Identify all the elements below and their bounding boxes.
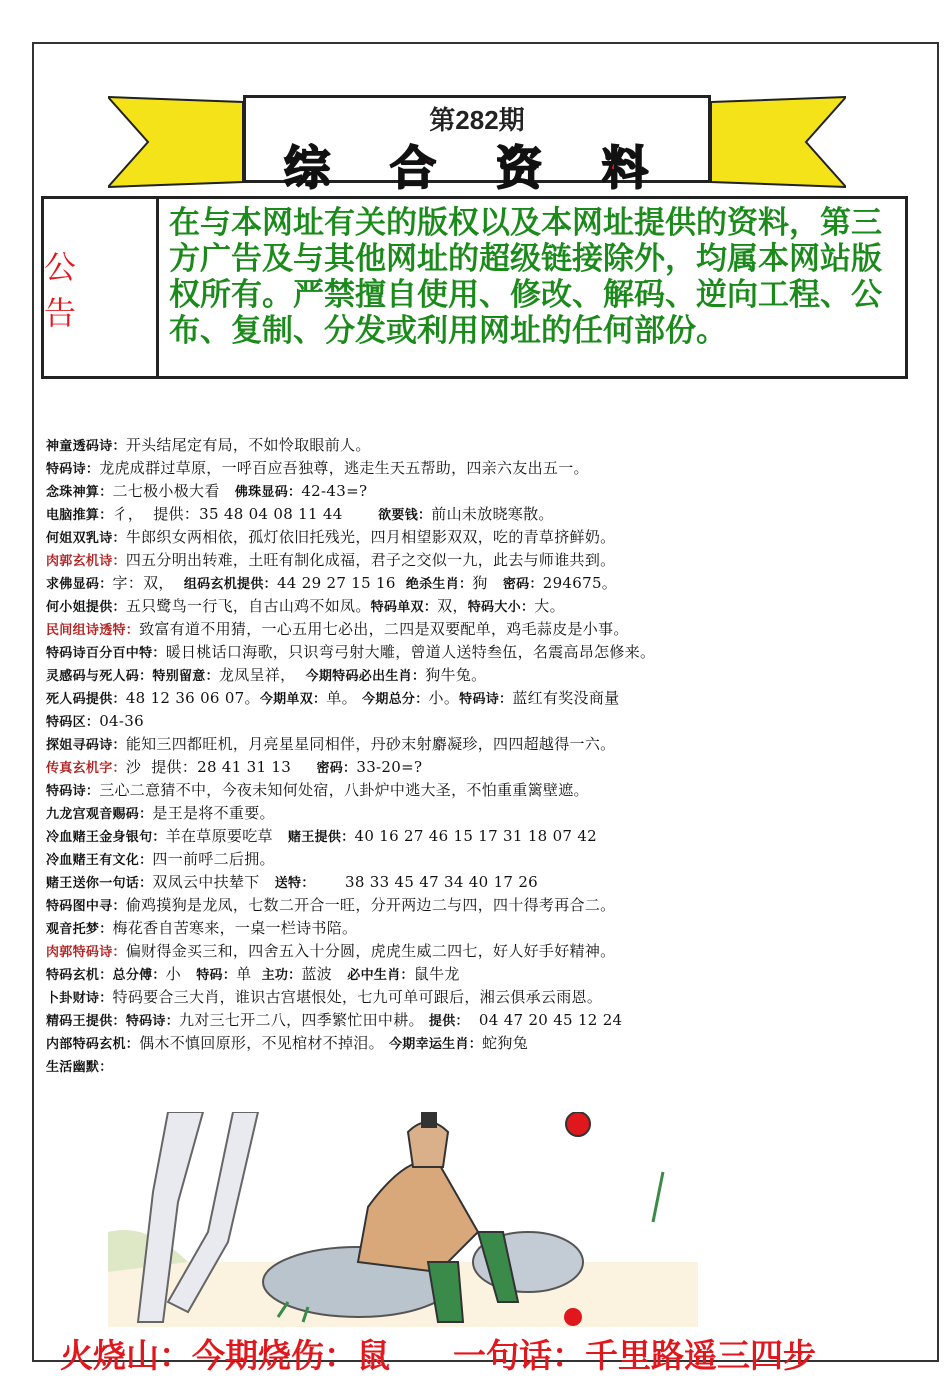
info-line: [46, 457, 926, 480]
info-line: [46, 733, 926, 756]
info-value: 蓝波: [301, 965, 348, 983]
info-line: [46, 434, 926, 457]
info-line: [46, 894, 926, 917]
info-value: 五只鹭鸟一行飞，自古山鸡不如凤。: [125, 597, 371, 615]
info-line: [46, 480, 926, 503]
info-value: 小。: [428, 689, 460, 707]
info-key: 冷血赌王有文化：: [46, 853, 153, 868]
info-key: 灵感码与死人码：: [46, 669, 153, 684]
info-key: 特别留意：: [152, 669, 219, 684]
info-value: 三心二意猜不中，今夜未知何处宿，八卦炉中逃大圣，不怕重重篱壁遮。: [99, 781, 589, 799]
info-key: 今期单双：: [259, 692, 327, 707]
info-line: [46, 1009, 926, 1032]
info-line: [46, 779, 926, 802]
info-value: 偷鸡摸狗是龙凤，七数二开合一旺，分开两边二与四，四十得考再合二。: [125, 896, 616, 914]
info-line: [46, 618, 926, 641]
info-value: 大。: [534, 597, 565, 615]
info-value: 鼠牛龙: [413, 965, 460, 983]
info-value: 偏财得金买三和，四舍五入十分圆，虎虎生威二四七，好人好手好精神。: [125, 942, 616, 960]
info-key: 特码图中寻：: [46, 899, 126, 914]
info-key: 观音托梦：: [46, 922, 113, 937]
info-line: [46, 802, 926, 825]
info-value: 42-43=?: [301, 482, 368, 500]
info-key: 内部特码玄机：: [46, 1037, 140, 1052]
ribbon-right-icon: [706, 92, 846, 192]
info-value: 04-36: [99, 712, 144, 730]
info-value: 蓝红有奖没商量: [512, 689, 620, 707]
ribbon-left-icon: [108, 92, 248, 192]
info-key: 肉郭特码诗：: [46, 945, 126, 960]
info-line: [46, 595, 926, 618]
info-value: 沙 提供：28 41 31 13: [125, 758, 317, 776]
info-key: 赌王提供：: [288, 830, 355, 845]
info-value: 48 12 36 06 07。: [125, 689, 260, 707]
info-value: 彳， 提供：35 48 04 08 11 44: [112, 505, 379, 523]
info-lines: [46, 434, 926, 1078]
info-key: 何姐双乳诗：: [46, 531, 126, 546]
info-key: 特码诗：: [125, 1014, 180, 1029]
info-key: 今期总分：: [362, 692, 429, 707]
info-value: 致富有道不用猜，一心五用七必出，二四是双要配单，鸡毛蒜皮是小事。: [139, 620, 629, 638]
info-key: 必中生肖：: [347, 968, 414, 983]
info-line: [46, 664, 926, 687]
info-key: 赌王送你一句话：: [46, 876, 153, 891]
info-line: [46, 940, 926, 963]
info-line: [46, 917, 926, 940]
info-key: 精码王提供：: [46, 1014, 126, 1029]
info-key: 绝杀生肖：: [405, 577, 473, 592]
info-line: [46, 1032, 926, 1055]
info-value: 蛇狗兔: [482, 1034, 528, 1052]
info-line: [46, 963, 926, 986]
info-key: 欲要钱：: [378, 508, 432, 523]
info-key: 民间组诗透特：: [46, 623, 140, 638]
info-value: 字：双，: [112, 574, 184, 592]
info-value: 双，: [437, 597, 468, 615]
info-value: 04 47 20 45 12 24: [468, 1011, 623, 1029]
info-line: [46, 825, 926, 848]
info-line: [46, 986, 926, 1009]
info-value: 特码要合三大肖，谁识古宫堪恨处，七九可单可跟后，湘云俱承云雨恩。: [112, 988, 603, 1006]
info-value: 33-20=?: [356, 758, 423, 776]
info-line: [46, 871, 926, 894]
info-value: 前山未放晓寒散。: [431, 505, 554, 523]
info-line: [46, 526, 926, 549]
info-key: 冷血赌王金身银句：: [46, 830, 166, 845]
info-value: 龙凤呈祥，: [218, 666, 306, 684]
info-key: 九龙宫观音赐码：: [46, 807, 153, 822]
fire-mountain-text: 火烧山：今期烧伤：鼠: [60, 1336, 390, 1375]
info-key: 密码：: [502, 577, 543, 592]
info-key: 特码诗：: [46, 462, 100, 477]
info-line: [46, 1055, 926, 1078]
info-line: [46, 503, 926, 526]
info-line: [46, 641, 926, 664]
info-key: 特码区：: [46, 715, 100, 730]
notice-text: 在与本网址有关的版权以及本网址提供的资料，第三方广告及与其他网址的超级链接除外，均属本网站版权所有。严禁擅自使用、修改、解码、逆向工程、公布、复制、分发或利用网址的任何部份。: [169, 205, 882, 349]
info-key: 死人码提供：: [46, 692, 126, 707]
info-key: 提供：: [428, 1014, 469, 1029]
info-key: 特码：: [196, 968, 237, 983]
info-key: 总分傅：: [112, 968, 166, 983]
info-value: 狗牛兔。: [425, 666, 487, 684]
info-line: [46, 687, 926, 710]
issue-number: 第282期: [429, 105, 525, 135]
info-key: 特码单双：: [370, 600, 438, 615]
info-key: 今期幸运生肖：: [388, 1037, 483, 1052]
info-key: 佛珠显码：: [234, 485, 302, 500]
info-value: 单: [236, 965, 262, 983]
info-key: 送特：: [274, 876, 315, 891]
info-line: [46, 710, 926, 733]
info-line: [46, 756, 926, 779]
notice-box: [41, 196, 908, 379]
info-value: 38 33 45 47 34 40 17 26: [314, 873, 539, 891]
info-value: 四一前呼二后拥。: [152, 850, 275, 868]
info-value: 是王是将不重要。: [152, 804, 275, 822]
info-value: 偶木不慎回原形，不见棺材不掉泪。: [139, 1034, 389, 1052]
info-value: 单。: [326, 689, 363, 707]
info-value: 四五分明出转难，土旺有制化成福，君子之交似一九，此去与师谁共到。: [125, 551, 616, 569]
info-value: 暖日桃话口海歌，只识弯弓射大雕，曾道人送特叁伍，名震高昂怎修来。: [165, 643, 656, 661]
info-value: 双凤云中扶辇下: [152, 873, 275, 891]
info-key: 密码：: [316, 761, 357, 776]
info-key: 特码诗百分百中特：: [46, 646, 166, 661]
info-value: 龙虎成群过草原，一呼百应吾独尊，逃走生天五帮助，四亲六友出五一。: [99, 459, 589, 477]
scholar-illustration-icon: [108, 1112, 698, 1327]
one-sentence-text: 一句话：千里路遥三四步: [453, 1336, 816, 1375]
info-key: 念珠神算：: [46, 485, 113, 500]
info-value: 狗: [472, 574, 503, 592]
info-key: 生活幽默：: [46, 1060, 113, 1075]
info-value: 九对三七开二八，四季繁忙田中耕。: [179, 1011, 429, 1029]
info-value: 294675。: [542, 574, 618, 592]
info-key: 神童透码诗：: [46, 439, 126, 454]
info-line: [46, 848, 926, 871]
info-key: 传真玄机字：: [46, 761, 126, 776]
info-value: 44 29 27 15 16: [276, 574, 406, 592]
info-value: 开头结尾定有局，不如怜取眼前人。: [125, 436, 371, 454]
info-value: 能知三四都旺机，月亮星星同相伴，丹砂末射麝凝珍，四四超越得一六。: [125, 735, 616, 753]
info-key: 卜卦财诗：: [46, 991, 113, 1006]
info-key: 组码玄机提供：: [183, 577, 277, 592]
info-value: 牛郎织女两相依，孤灯依旧托残光，四月相望影双双，吃的青草挤鲜奶。: [125, 528, 616, 546]
info-value: 羊在草原要吃草: [165, 827, 289, 845]
info-value: 梅花香自苦寒来，一桌一栏诗书陪。: [112, 919, 358, 937]
info-line: [46, 572, 926, 595]
info-key: 求佛显码：: [46, 577, 113, 592]
title-box: [243, 95, 711, 195]
info-key: 特码大小：: [467, 600, 535, 615]
info-key: 电脑推算：: [46, 508, 113, 523]
info-value: 二七极小极大看: [112, 482, 235, 500]
info-value: 40 16 27 46 15 17 31 18 07 42: [354, 827, 598, 845]
info-key: 何小姐提供：: [46, 600, 126, 615]
info-key: 特码诗：: [459, 692, 513, 707]
page-title: 综 合 资 料: [283, 141, 671, 195]
bottom-banner: [60, 1330, 920, 1377]
info-value: 小: [165, 965, 197, 983]
info-key: 特码诗：: [46, 784, 100, 799]
info-key: 今期特码必出生肖：: [305, 669, 426, 684]
info-key: 特码玄机：: [46, 968, 113, 983]
info-line: [46, 549, 926, 572]
info-key: 探姐寻码诗：: [46, 738, 126, 753]
info-key: 主功：: [261, 968, 302, 983]
info-key: 肉郭玄机诗：: [46, 554, 126, 569]
notice-label: 公 告: [44, 199, 159, 376]
